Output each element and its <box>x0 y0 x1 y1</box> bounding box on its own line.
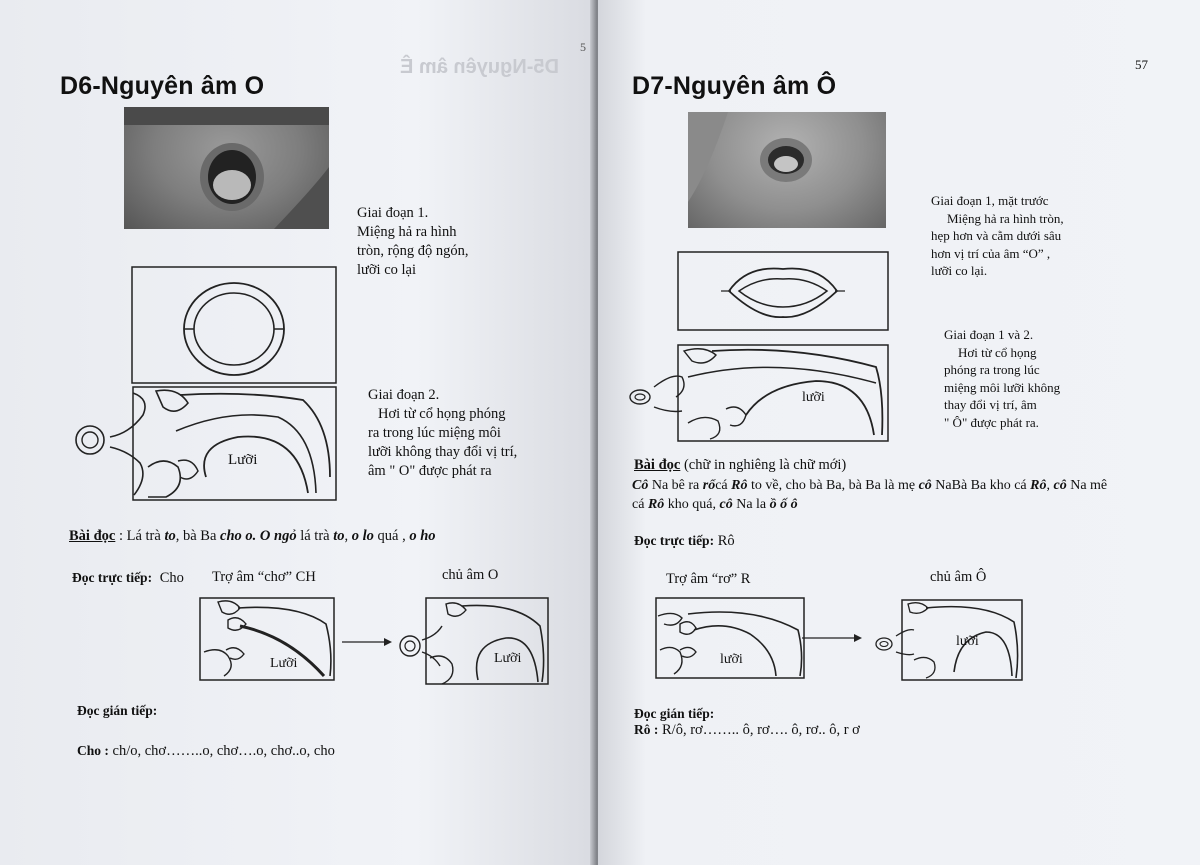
page-number: 57 <box>1135 57 1148 72</box>
main-vowel-label: chủ âm Ô <box>930 569 987 585</box>
new-word: Rô <box>647 497 665 512</box>
caption-line: miệng môi lưỡi không <box>944 379 1061 395</box>
new-word: cô <box>918 478 932 493</box>
caption-stage-1 <box>357 204 469 280</box>
mouth-front-diagram <box>677 251 889 331</box>
new-word: cô <box>719 497 733 512</box>
new-word: Rô <box>731 478 748 493</box>
mouth-photo-illustration <box>688 112 886 228</box>
indirect-reading-word: Cho : <box>77 743 109 758</box>
caption-line: lưỡi co lại. <box>931 263 988 278</box>
mouth-side-diagram <box>626 343 890 443</box>
mouth-side-diagram <box>68 385 338 503</box>
reading-label: Bài đọc <box>69 528 116 544</box>
reading-text-run: cá <box>632 497 648 512</box>
indirect-reading-label: Đọc gián tiếp: <box>77 703 158 718</box>
caption-line: Giai đoạn 1, mặt trước <box>931 193 1049 208</box>
caption-line: lưỡi không thay đổi vị trí, <box>368 444 518 460</box>
new-word: Rô <box>1030 478 1047 493</box>
reading-text-run: Na bê ra <box>648 478 703 493</box>
direct-reading-label: Đọc trực tiếp: <box>72 570 153 585</box>
new-word: Cô <box>632 478 649 493</box>
reading-heading <box>634 456 846 475</box>
caption-stage-2-head: Giai đoạn 2. <box>368 387 440 403</box>
caption-stage-2 <box>944 326 1060 431</box>
new-word: rổ <box>702 478 716 493</box>
indirect-reading-word: Rô : <box>634 722 659 737</box>
direct-reading-word: Rô <box>714 533 735 549</box>
reading-separator: : <box>115 528 127 544</box>
indirect-reading-row <box>634 720 860 740</box>
reading-text-run: , <box>1046 478 1054 493</box>
reading-passage <box>69 527 436 546</box>
indirect-reading-text: R/ô, rơ…….. ô, rơ…. ô, rơ.. ô, r ơ <box>658 722 860 738</box>
caption-line: tròn, rộng độ ngón, <box>357 243 469 259</box>
tongue-label: Lưỡi <box>228 452 258 468</box>
reading-note: (chữ in nghiêng là chữ mới) <box>680 457 847 473</box>
new-word: ồ ố ô <box>769 497 798 512</box>
reading-text-run: Na mê <box>1066 478 1108 493</box>
reading-line <box>632 476 1107 495</box>
mouth-front-diagram <box>131 266 337 384</box>
reading-label: Bài đọc <box>634 457 681 473</box>
indirect-reading-text: ch/o, chơ……..o, chơ….o, chơ..o, cho <box>108 743 335 759</box>
show-through-title: D5-Nguyên âm Ê <box>400 56 559 78</box>
margin-mark: 5 <box>580 40 586 54</box>
caption-line: Giai đoạn 1 và 2. <box>944 327 1034 342</box>
caption-line: hẹp hơn và cằm dưới sâu <box>931 228 1062 243</box>
caption-line: ra trong lúc miệng môi <box>368 425 501 441</box>
caption-stage-1 <box>931 192 1064 280</box>
reading-text-run: cá <box>715 478 732 493</box>
reading-text-run: Lá trà <box>126 528 165 544</box>
reading-text-run: Na la <box>732 497 770 512</box>
new-word: o lo <box>351 528 374 544</box>
main-vowel-label: chủ âm O <box>442 567 499 583</box>
auxiliary-sound-label: Trợ âm “rơ” R <box>666 571 751 587</box>
caption-line: Giai đoạn 1. <box>357 205 429 221</box>
caption-line: thay đổi vị trí, âm <box>944 397 1037 412</box>
indirect-reading-row <box>77 741 335 761</box>
reading-text-run: lá trà <box>296 528 334 544</box>
right-page <box>598 0 1200 865</box>
mouth-photo <box>688 112 886 228</box>
new-word: cho o. O ngỏ <box>220 528 297 544</box>
arrow-icon <box>342 636 394 648</box>
caption-line: " Ô" được phát ra. <box>944 414 1039 430</box>
caption-line: Hơi từ cổ họng <box>958 344 1037 360</box>
caption-stage-2 <box>368 405 517 481</box>
direct-reading-word: Cho <box>159 570 184 586</box>
reading-line <box>632 495 798 514</box>
tongue-label: lưỡi <box>802 390 825 405</box>
tongue-label: Lưỡi <box>494 651 522 666</box>
tongue-label: lưỡi <box>956 634 979 649</box>
vowel-diagram <box>396 596 550 688</box>
caption-line: Miệng hả ra hình <box>357 224 457 240</box>
page-title: D7-Nguyên âm Ô <box>632 72 837 100</box>
mouth-photo <box>124 107 329 229</box>
arrow-icon <box>802 632 864 644</box>
direct-reading-row <box>634 531 735 551</box>
reading-text-run: to về, cho bà Ba, bà Ba là mẹ <box>747 478 919 493</box>
new-word: cô <box>1053 478 1067 493</box>
caption-line: Miệng hả ra hình tròn, <box>947 210 1064 226</box>
reading-text-run: kho quá, <box>664 497 720 512</box>
vowel-diagram <box>874 598 1024 682</box>
left-page <box>0 0 596 865</box>
new-word: to <box>164 528 176 544</box>
reading-text-run: quá , <box>373 528 410 544</box>
tongue-label: lưỡi <box>720 652 743 667</box>
caption-line: Hơi từ cổ họng phóng <box>378 406 506 422</box>
indirect-reading-label: Đọc gián tiếp: <box>634 706 715 721</box>
direct-reading-row <box>72 568 184 588</box>
caption-line: hơn vị trí của âm “O” , <box>931 245 1051 261</box>
reading-text <box>127 528 436 544</box>
reading-text-run: , <box>344 528 352 544</box>
consonant-diagram <box>654 594 806 682</box>
caption-line: phóng ra trong lúc <box>944 362 1040 377</box>
new-word: o ho <box>409 528 436 544</box>
caption-line: lưỡi co lại <box>357 262 417 278</box>
consonant-diagram <box>198 596 338 684</box>
page-title: D6-Nguyên âm O <box>60 72 265 100</box>
caption-line: âm " O" được phát ra <box>368 463 492 479</box>
mouth-photo-illustration <box>124 107 329 229</box>
new-word: to <box>333 528 345 544</box>
auxiliary-sound-label: Trợ âm “chơ” CH <box>212 569 316 585</box>
reading-text-run: NaBà Ba kho cá <box>931 478 1031 493</box>
reading-text-run: , bà Ba <box>175 528 221 544</box>
direct-reading-label: Đọc trực tiếp: <box>634 533 715 548</box>
tongue-label: Lưỡi <box>270 656 298 671</box>
